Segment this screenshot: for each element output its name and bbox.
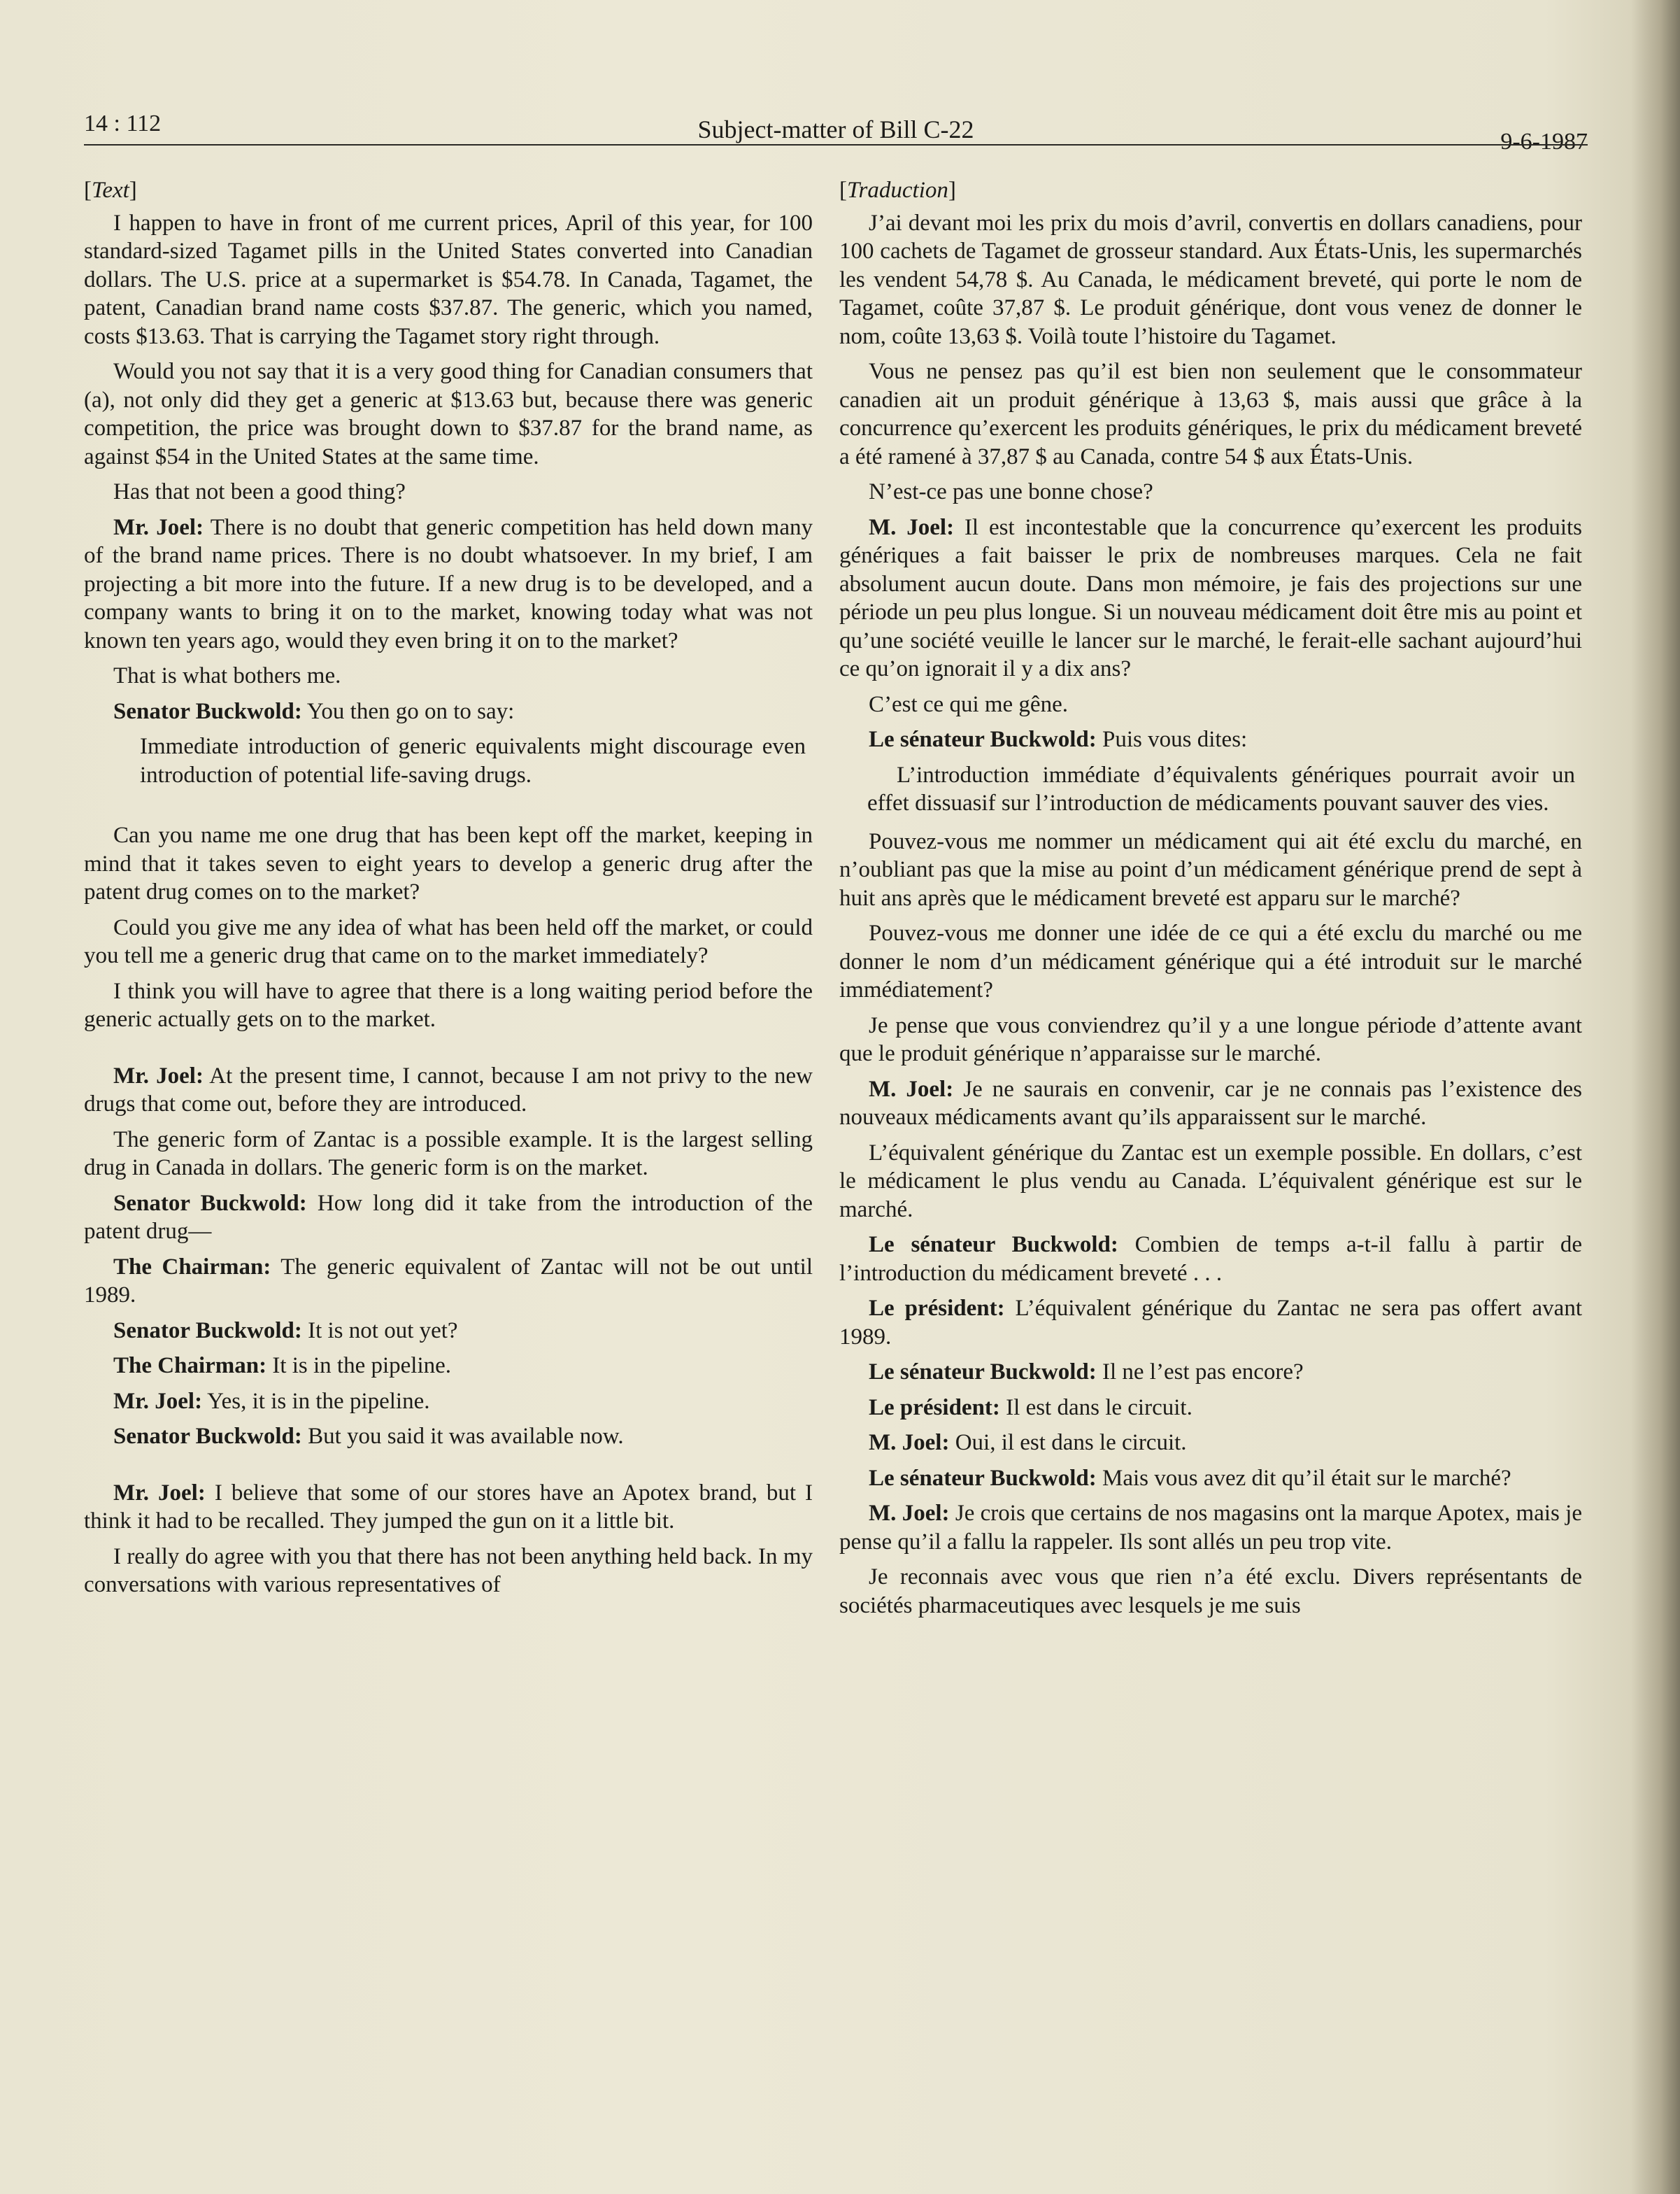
paragraph: M. Joel: Oui, il est dans le circuit. xyxy=(869,1430,1187,1455)
speaker-name: Le sénateur Buckwold: xyxy=(869,727,1097,752)
paragraph: I think you will have to agree that there is a long waiting period before the generic actually gets on to the market. xyxy=(84,978,813,1032)
speaker-name: The Chairman: xyxy=(113,1254,271,1280)
speaker-name: Le sénateur Buckwold: xyxy=(869,1465,1097,1491)
paragraph: I really do agree with you that there has not been anything held back. In my conversations with various representatives of xyxy=(84,1543,813,1597)
paragraph: Mr. Joel: I believe that some of our stores have an Apotex brand, but I think it had to be recalled. They jumped the gun on it a little bit. xyxy=(84,1480,813,1534)
speaker-name: Mr. Joel: xyxy=(113,514,204,540)
speaker-name: Mr. Joel: xyxy=(113,1388,203,1414)
paragraph: Le président: L’équivalent générique du Zantac ne sera pas offert avant 1989. xyxy=(839,1296,1583,1350)
paragraph: Vous ne pensez pas qu’il est bien non seulement que le consommateur canadien ait un produit générique à 13,63 $, mais aussi que grâce à la concurrence qu’exercent les produits génériques, le prix du médicament breveté a été ramené à 37,87 $ au Canada, contre 54 $ aux États-Unis. xyxy=(839,359,1582,469)
header-rule xyxy=(84,144,1588,146)
paragraph: M. Joel: Je crois que certains de nos magasins ont la marque Apotex, mais je pense qu’il a fallu la rappeler. Ils sont allés un peu trop vite. xyxy=(839,1501,1583,1555)
paragraph: Je reconnais avec vous que rien n’a été exclu. Divers représentants de sociétés pharmaceutiques avec lesquels je me suis xyxy=(839,1564,1582,1618)
column-label: [Traduction] xyxy=(839,178,956,203)
paragraph: Le sénateur Buckwold: Il ne l’est pas encore? xyxy=(869,1359,1304,1385)
header-title: Subject-matter of Bill C-22 xyxy=(697,115,974,143)
paragraph: Senator Buckwold: You then go on to say: xyxy=(113,698,515,724)
paragraph: C’est ce qui me gêne. xyxy=(869,691,1068,717)
speaker-name: Senator Buckwold: xyxy=(113,698,302,724)
paragraph: Mr. Joel: Yes, it is in the pipeline. xyxy=(113,1388,430,1414)
paragraph: Le président: Il est dans le circuit. xyxy=(869,1394,1193,1420)
page-number: 14 : 112 xyxy=(84,111,162,136)
paragraph: L’équivalent générique du Zantac est un exemple possible. En dollars, c’est le médicament le plus vendu au Canada. L’équivalent générique est sur le marché. xyxy=(839,1140,1582,1222)
block-quote: L’introduction immédiate d’équivalents génériques pourrait avoir un effet dissuasif sur l’introduction de médicaments pouvant sauver des vies. xyxy=(867,762,1575,816)
paragraph: Senator Buckwold: It is not out yet? xyxy=(113,1317,458,1343)
paragraph: Senator Buckwold: How long did it take from the introduction of the patent drug— xyxy=(84,1190,813,1244)
header-date: 9-6-1987 xyxy=(1500,129,1588,155)
speaker-name: Le sénateur Buckwold: xyxy=(869,1232,1118,1257)
paragraph: J’ai devant moi les prix du mois d’avril, convertis en dollars canadiens, pour 100 cachets de Tagamet de grosseur standard. Aux États-Unis, les supermarchés les vendent 54,78 $. Au Canada, le médicament breveté, qui porte le nom de Tagamet, coûte 37,87 $. Le produit générique, dont vous venez de donner le nom, coûte 13,63 $. Voilà toute l’histoire du Tagamet. xyxy=(839,210,1582,349)
english-column xyxy=(84,176,813,1606)
speaker-name: M. Joel: xyxy=(869,514,955,540)
paragraph: Mr. Joel: At the present time, I cannot, because I am not privy to the new drugs that come out, before they are introduced. xyxy=(84,1063,813,1117)
speaker-name: Le sénateur Buckwold: xyxy=(869,1359,1097,1385)
paragraph: That is what bothers me. xyxy=(113,663,341,688)
speaker-name: Senator Buckwold: xyxy=(113,1190,307,1216)
paragraph: Could you give me any idea of what has been held off the market, or could you tell me a generic drug that came on to the market immediately? xyxy=(84,914,813,968)
paragraph: The Chairman: The generic equivalent of Zantac will not be out until 1989. xyxy=(84,1254,813,1308)
paragraph: Senator Buckwold: But you said it was available now. xyxy=(113,1424,624,1449)
speaker-name: Mr. Joel: xyxy=(113,1480,206,1506)
speaker-name: M. Joel: xyxy=(869,1076,954,1102)
paragraph: Pouvez-vous me donner une idée de ce qui a été exclu du marché ou me donner le nom d’un médicament générique qui a été introduit sur le marché immédiatement? xyxy=(839,921,1582,1003)
paragraph: Je pense que vous conviendrez qu’il y a une longue période d’attente avant que le produit générique n’apparaisse sur le marché. xyxy=(839,1012,1582,1066)
paragraph: Le sénateur Buckwold: Puis vous dites: xyxy=(869,727,1248,752)
book-spine-shadow xyxy=(1631,0,1680,2194)
speaker-name: Senator Buckwold: xyxy=(113,1424,302,1449)
speaker-name: Senator Buckwold: xyxy=(113,1317,302,1343)
paragraph: I happen to have in front of me current prices, April of this year, for 100 standard-sized Tagamet pills in the United States converted into Canadian dollars. The U.S. price at a supermarket is $54.78. In Canada, Tagamet, the patent, Canadian brand name costs $37.87. The generic, which you named, costs $13.63. That is carrying the Tagamet story right through. xyxy=(84,210,813,349)
paragraph: Can you name me one drug that has been kept off the market, keeping in mind that it takes seven to eight years to develop a generic drug after the patent drug comes on to the market? xyxy=(84,823,813,905)
paragraph: The generic form of Zantac is a possible example. It is the largest selling drug in Canada in dollars. The generic form is on the market. xyxy=(84,1126,813,1180)
column-label: [Text] xyxy=(84,178,137,203)
paragraph: Would you not say that it is a very good thing for Canadian consumers that (a), not only did they get a generic at $13.63 but, because there was generic competition, the price was brought down to $37.87 for the brand name, as against $54 in the United States at the same time. xyxy=(84,359,813,469)
block-quote: Immediate introduction of generic equivalents might discourage even introduction of potential life-saving drugs. xyxy=(140,734,806,788)
paragraph: M. Joel: Je ne saurais en convenir, car je ne connais pas l’existence des nouveaux médicaments avant qu’ils apparaissent sur le marché. xyxy=(839,1076,1583,1130)
french-column xyxy=(839,176,1582,1627)
paragraph: M. Joel: Il est incontestable que la concurrence qu’exercent les produits génériques a fait baisser le prix de nombreuses marques. Cela ne fait absolument aucun doute. Dans mon mémoire, je fais des projections sur une période un peu plus longue. Si un nouveau médicament doit être mis au point et qu’une société veuille le lancer sur le marché, le ferait-elle sachant aujourd’hui ce qu’on ignorait il y a dix ans? xyxy=(839,514,1583,681)
paragraph: Le sénateur Buckwold: Combien de temps a-t-il fallu à partir de l’introduction du médicament breveté . . . xyxy=(839,1232,1583,1286)
speaker-name: Le président: xyxy=(869,1296,1005,1321)
running-header xyxy=(84,105,1588,155)
paragraph: Pouvez-vous me nommer un médicament qui ait été exclu du marché, en n’oubliant pas que la mise au point d’un médicament générique prend de sept à huit ans après que le médicament breveté est apparu sur le marché? xyxy=(839,828,1582,911)
paragraph: N’est-ce pas une bonne chose? xyxy=(869,479,1153,504)
paragraph: Le sénateur Buckwold: Mais vous avez dit qu’il était sur le marché? xyxy=(869,1465,1511,1491)
speaker-name: Le président: xyxy=(869,1394,1000,1420)
speaker-name: The Chairman: xyxy=(113,1353,267,1378)
speaker-name: Mr. Joel: xyxy=(113,1063,204,1089)
speaker-name: M. Joel: xyxy=(869,1430,950,1455)
paragraph: The Chairman: It is in the pipeline. xyxy=(113,1353,452,1378)
paragraph: Has that not been a good thing? xyxy=(113,479,406,504)
speaker-name: M. Joel: xyxy=(869,1501,950,1526)
paragraph: Mr. Joel: There is no doubt that generic competition has held down many of the brand name prices. There is no doubt whatsoever. In my brief, I am projecting a bit more into the future. If a new drug is to be developed, and a company wants to bring it on to the market, knowing today what was not known ten years ago, would they even bring it on to the market? xyxy=(84,514,813,653)
